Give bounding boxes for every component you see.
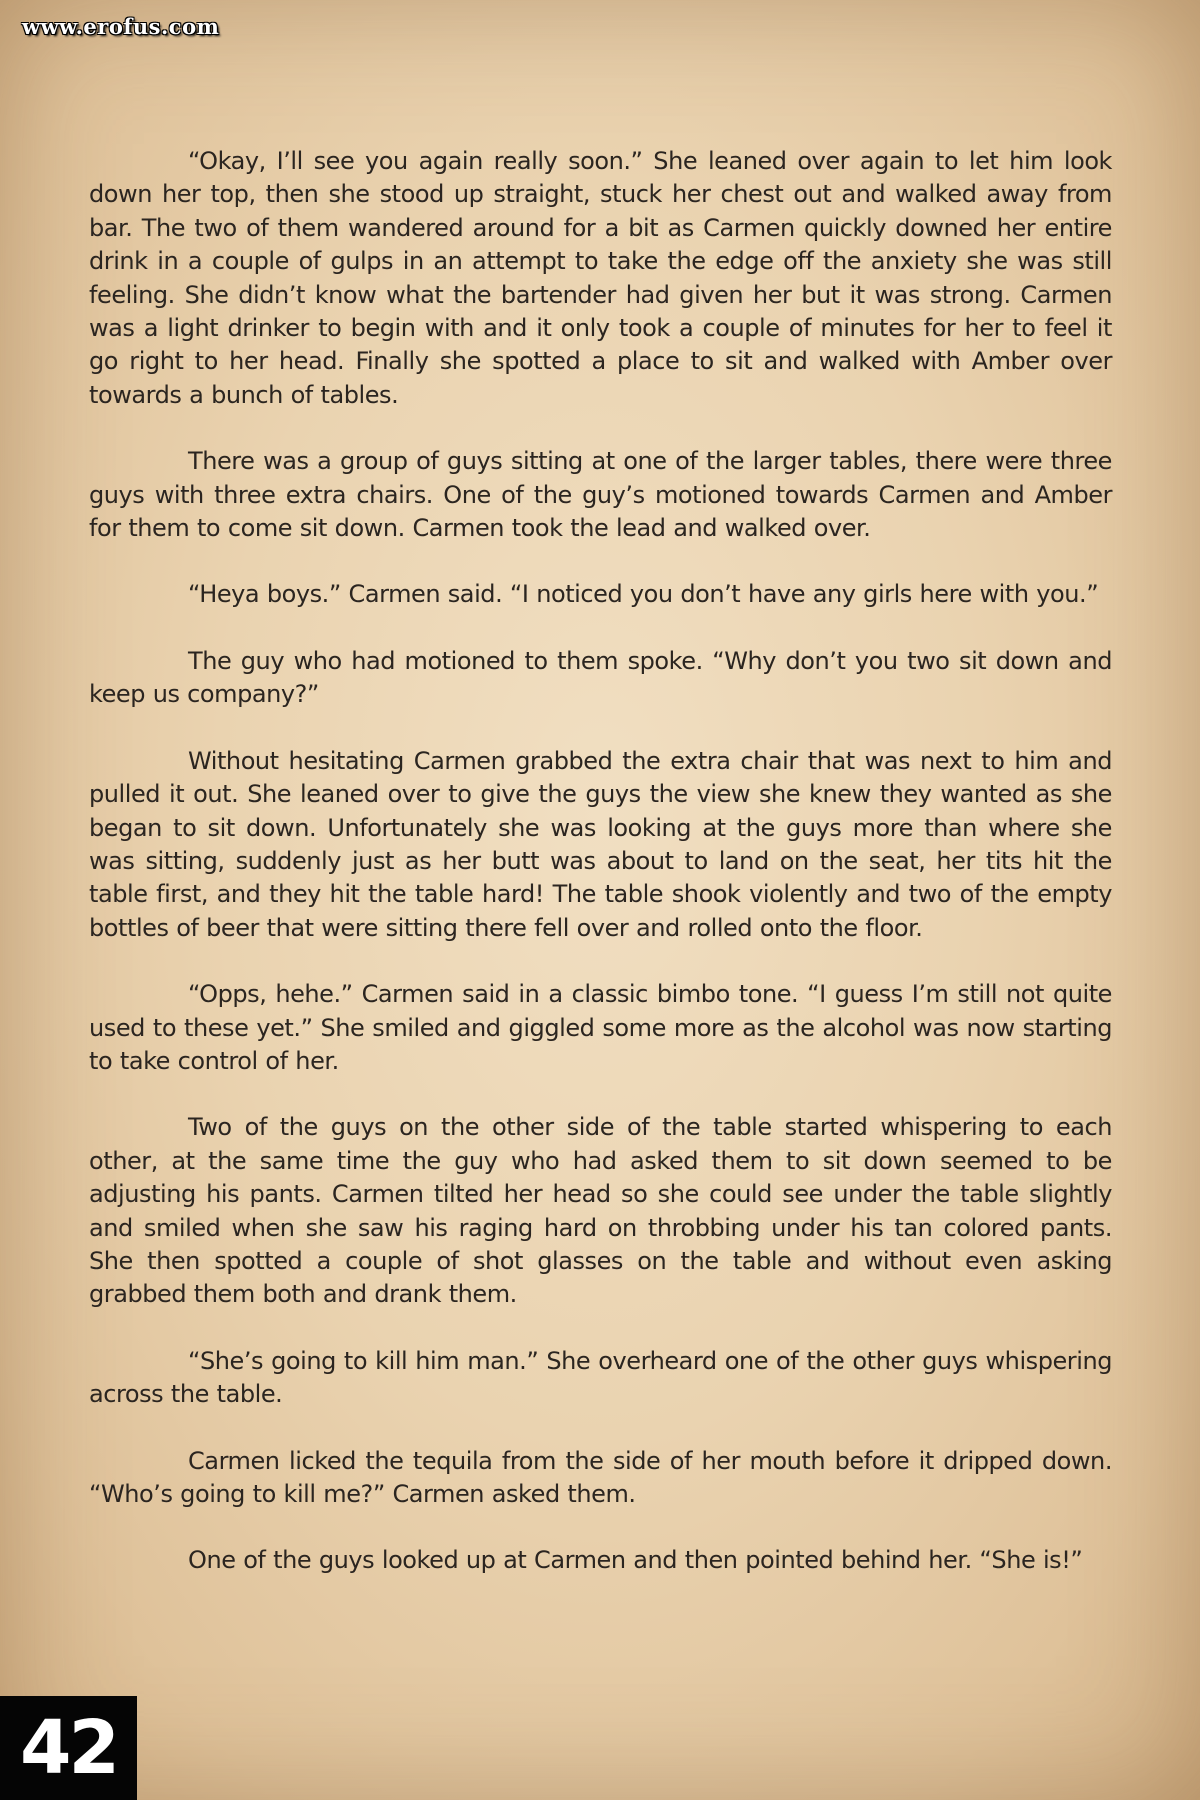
paragraph: “Opps, hehe.” Carmen said in a classic bimbo tone. “I guess I’m still not quite used to these yet.” She smiled and giggled some more as the alcohol was now starting to take control of her. (89, 980, 1112, 1075)
page-number: 42 (0, 1696, 137, 1800)
paragraph: “Okay, I’ll see you again really soon.” She leaned over again to let him look down her top, then she stood up straight, stuck her chest out and walked away from bar. The two of them wandered around for a bit as Carmen quickly downed her entire drink in a couple of gulps in an attempt to take the edge off the anxiety she was still feeling. She didn’t know what the bartender had given her but it was strong. Carmen was a light drinker to begin with and it only took a couple of minutes for her to feel it go right to her head. Finally she spotted a place to sit and walked with Amber over towards a bunch of tables. (89, 147, 1112, 409)
paragraph: Carmen licked the tequila from the side of her mouth before it dripped down. “Who’s going to kill me?” Carmen asked them. (89, 1446, 1112, 1508)
paragraph: Without hesitating Carmen grabbed the extra chair that was next to him and pulled it out. She leaned over to give the guys the view she knew they wanted as she began to sit down. Unfortunately she was looking at the guys more than where she was sitting, suddenly just as her butt was about to land on the seat, her tits hit the table first, and they hit the table hard! The table shook violently and two of the empty bottles of beer that were sitting there fell over and rolled onto the floor. (89, 746, 1112, 942)
paragraph: “She’s going to kill him man.” She overheard one of the other guys whispering across the table. (89, 1346, 1112, 1409)
story-text (89, 145, 1112, 1611)
site-watermark: www.erofus.com (22, 14, 220, 39)
paragraph: The guy who had motioned to them spoke. “Why don’t you two sit down and keep us company?” (89, 646, 1112, 709)
paragraph: One of the guys looked up at Carmen and then pointed behind her. “She is!” (188, 1546, 1083, 1575)
paragraph: Two of the guys on the other side of the table started whispering to each other, at the same time the guy who had asked them to sit down seemed to be adjusting his pants. Carmen tilted her head so she could see under the table slightly and smiled when she saw his raging hard on throbbing under his tan colored pants. She then spotted a couple of shot glasses on the table and without even asking grabbed them both and drank them. (89, 1113, 1112, 1309)
paragraph: “Heya boys.” Carmen said. “I noticed you don’t have any girls here with you.” (188, 580, 1099, 609)
paragraph: There was a group of guys sitting at one of the larger tables, there were three guys with three extra chairs. One of the guy’s motioned towards Carmen and Amber for them to come sit down. Carmen took the lead and walked over. (89, 447, 1112, 543)
